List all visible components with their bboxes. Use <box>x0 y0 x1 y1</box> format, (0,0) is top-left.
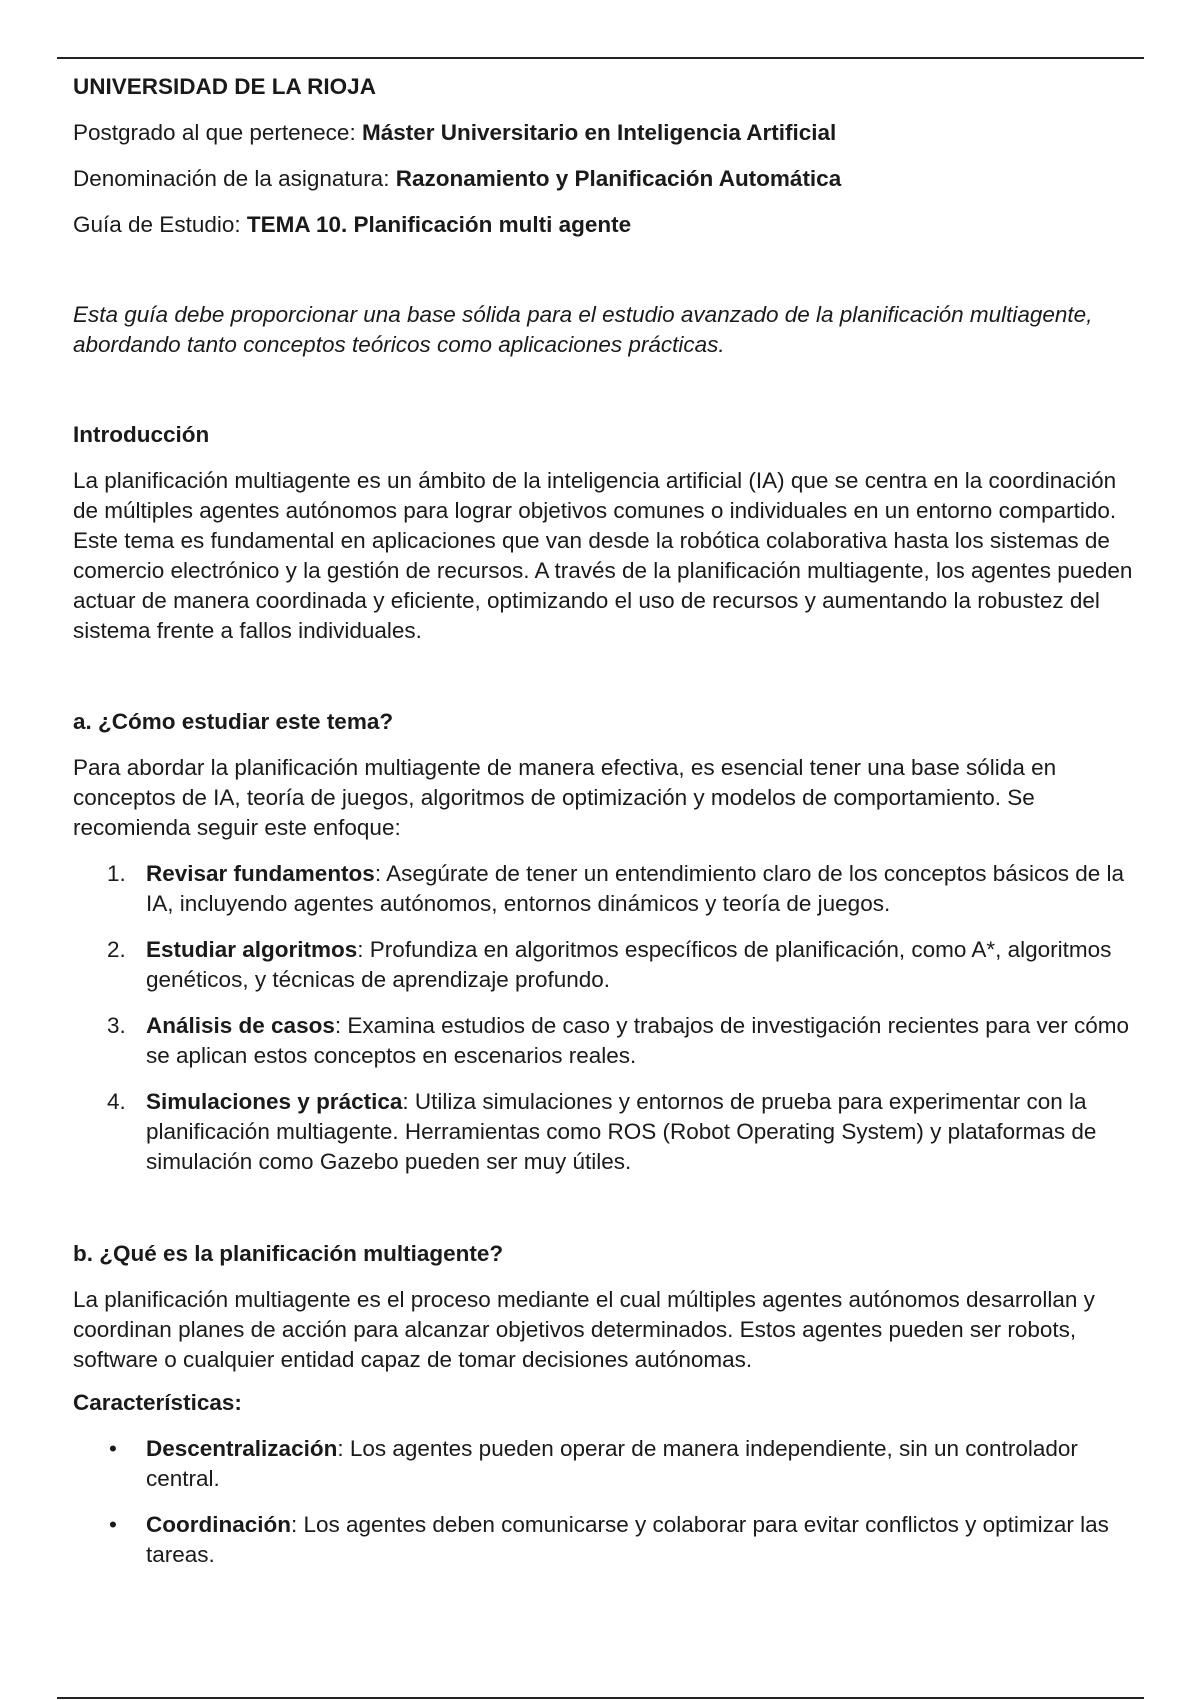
list-item-text: : Utiliza simulaciones y entornos de prueba para experimentar con la planificación multiagente. Herramientas como ROS (Robot Operating System) y plataformas de simulación como Gazebo pueden ser muy útiles. <box>146 1089 1097 1174</box>
list-item-text: : Profundiza en algoritmos específicos de planificación, como A*, algoritmos genéticos, y técnicas de aprendizaje profundo. <box>146 937 1112 992</box>
list-item-term: Descentralización <box>146 1436 338 1461</box>
list-item-term: Revisar fundamentos <box>146 861 375 886</box>
asignatura-label: Denominación de la asignatura: <box>73 166 396 191</box>
guia-label: Guía de Estudio: <box>73 212 247 237</box>
postgrado-label: Postgrado al que pertenece: <box>73 120 362 145</box>
list-item <box>73 1510 1133 1570</box>
characteristics-list <box>73 1434 1133 1570</box>
list-item-term: Coordinación <box>146 1512 291 1537</box>
asignatura-value: Razonamiento y Planificación Automática <box>395 166 842 191</box>
asignatura-line <box>73 164 1133 194</box>
list-item <box>73 935 1133 995</box>
bullet-icon: • <box>109 1512 117 1537</box>
list-item-text: : Los agentes pueden operar de manera independiente, sin un controlador central. <box>146 1436 1078 1491</box>
list-number: 4. <box>107 1089 126 1114</box>
bottom-rule <box>57 1697 1144 1699</box>
bullet-icon: • <box>109 1436 117 1461</box>
guia-value: TEMA 10. Planificación multi agente <box>246 212 632 237</box>
postgrado-value: Máster Universitario en Inteligencia Artificial <box>361 120 837 145</box>
top-rule <box>57 57 1144 59</box>
section-b-heading: b. ¿Qué es la planificación multiagente? <box>73 1241 504 1266</box>
list-item-term: Análisis de casos <box>146 1013 335 1038</box>
intro-heading: Introducción <box>73 422 210 447</box>
section-b-paragraph: La planificación multiagente es el proceso mediante el cual múltiples agentes autónomos desarrollan y coordinan planes de acción para alcanzar objetivos determinados. Estos agentes pueden ser robots, software o cualquier entidad capaz de tomar decisiones autónomas. <box>73 1287 1095 1372</box>
list-item-text: : Examina estudios de caso y trabajos de investigación recientes para ver cómo se aplican estos conceptos en escenarios reales. <box>146 1013 1130 1068</box>
list-number: 2. <box>107 937 126 962</box>
list-item-term: Estudiar algoritmos <box>146 937 358 962</box>
postgrado-line <box>73 118 1133 148</box>
list-item-text: : Los agentes deben comunicarse y colaborar para evitar conflictos y optimizar las tareas. <box>146 1512 1109 1567</box>
list-item <box>73 859 1133 919</box>
section-a-heading: a. ¿Cómo estudiar este tema? <box>73 709 394 734</box>
list-item-text: : Asegúrate de tener un entendimiento claro de los conceptos básicos de la IA, incluyendo agentes autónomos, entornos dinámicos y teoría de juegos. <box>146 861 1125 916</box>
list-item-term: Simulaciones y práctica <box>146 1089 403 1114</box>
list-item <box>73 1087 1133 1177</box>
section-a-paragraph: Para abordar la planificación multiagente de manera efectiva, es esencial tener una base sólida en conceptos de IA, teoría de juegos, algoritmos de optimización y modelos de comportamiento. Se recomienda seguir este enfoque: <box>73 755 1057 840</box>
list-number: 1. <box>107 861 126 886</box>
guia-line <box>73 210 1133 240</box>
characteristics-heading: Características: <box>73 1390 242 1415</box>
document-body <box>73 72 1133 1586</box>
list-item <box>73 1434 1133 1494</box>
study-steps-list <box>73 859 1133 1177</box>
guide-summary: Esta guía debe proporcionar una base sólida para el estudio avanzado de la planificación multiagente, abordando tanto conceptos teóricos como aplicaciones prácticas. <box>73 302 1093 357</box>
list-number: 3. <box>107 1013 126 1038</box>
university-name: UNIVERSIDAD DE LA RIOJA <box>73 74 376 99</box>
list-item <box>73 1011 1133 1071</box>
intro-paragraph: La planificación multiagente es un ámbito de la inteligencia artificial (IA) que se centra en la coordinación de múltiples agentes autónomos para lograr objetivos comunes o individuales en un entorno compartido. Este tema es fundamental en aplicaciones que van desde la robótica colaborativa hasta los sistemas de comercio electrónico y la gestión de recursos. A través de la planificación multiagente, los agentes pueden actuar de manera coordinada y eficiente, optimizando el uso de recursos y aumentando la robustez del sistema frente a fallos individuales. <box>73 468 1133 643</box>
